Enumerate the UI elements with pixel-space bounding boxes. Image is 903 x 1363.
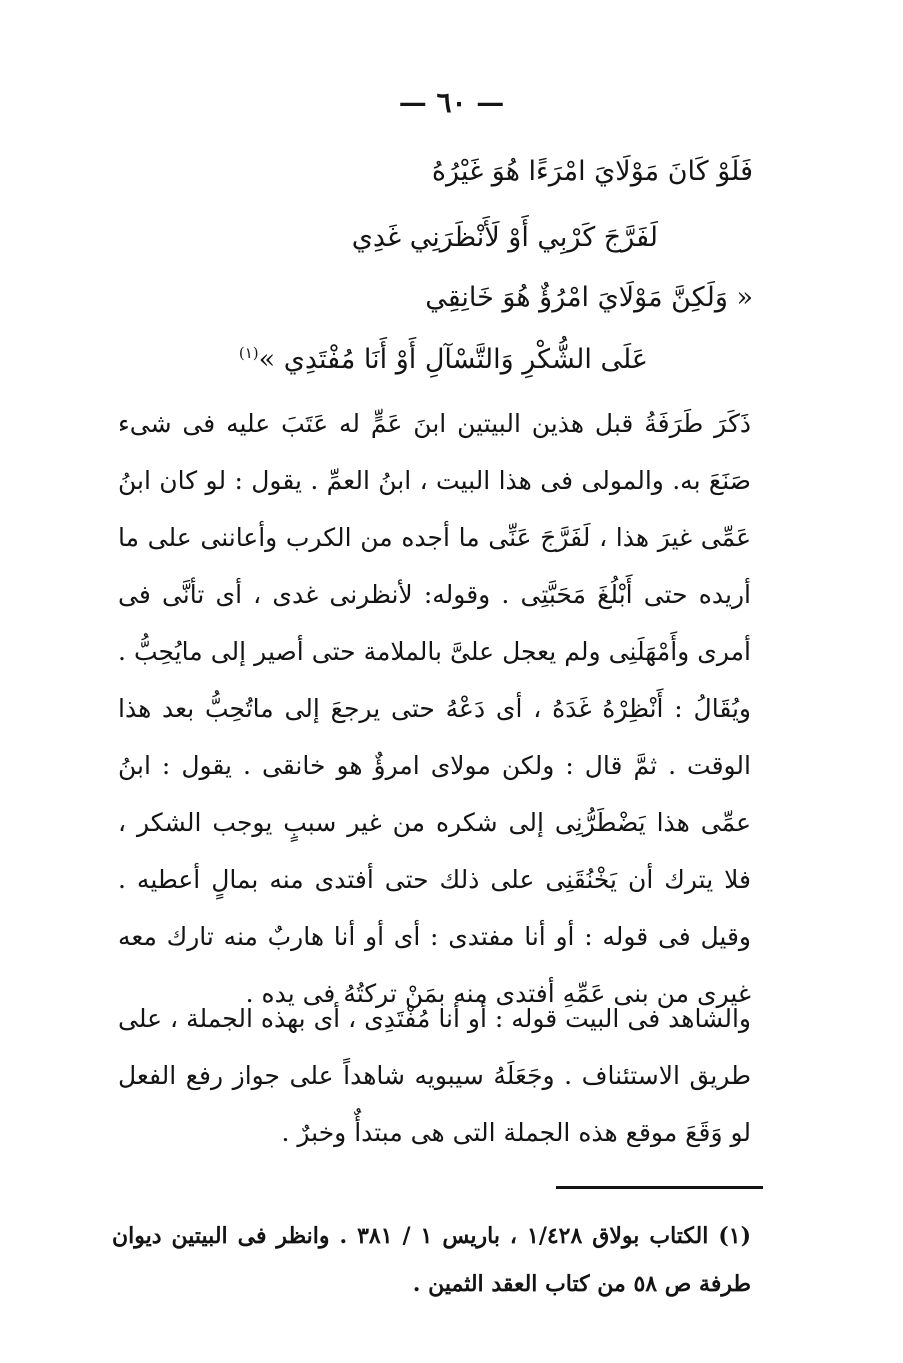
verse-line-4-text: عَلَى الشُّكْرِ وَالتَّسْآلِ أَوْ أَنَا مُفْتَدِي » — [258, 344, 648, 375]
footnote-divider — [556, 1186, 763, 1189]
page-number: — ٦٠ — — [398, 86, 505, 119]
footnote-marker: (١) — [238, 344, 259, 362]
verse-line-3: « وَلَكِنَّ مَوْلَايَ امْرُؤٌ هُوَ خَانِقِي — [425, 282, 753, 313]
verse-line-2: لَفَرَّجَ كَرْبِي أَوْ لَأَنْظَرَنِي غَدِي — [351, 222, 658, 253]
commentary-paragraph: ذَكَرَ طَرَفَةُ قبل هذين البيتين ابنَ عَمٍّ له عَتَبَ عليه فى شىء صَنَعَ به. والمولى فى هذا البيت ، ابنُ العمِّ . يقول : لو كان ابنُ عَمِّى غيرَ هذا ، لَفَرَّجَ عَنِّى ما أجده من الكرب وأعاننى على ما أريده حتى أَبْلُغَ مَحَبَّتِى . وقوله: لأنظرنى غدى ، أى تأنَّى فى أمرى وأَمْهَلَنِى ولم يعجل علىَّ بالملامة حتى أصير إلى مايُحِبُّ . ويُقَالُ : أَنْظِرْهُ غَدَهُ ، أى دَعْهُ حتى يرجعَ إلى ماتُحِبُّ بعد هذا الوقت . ثمَّ قال : ولكن مولاى امرؤٌ هو خانقى . يقول : ابنُ عمِّى هذا يَضْطَرُّنِى إلى شكره من غير سببٍ يوجب الشكر ، فلا يترك أن يَخْنُقَنِى على ذلك حتى أفتدى منه بمالٍ أعطيه . وقيل فى قوله : أو أنا مفتدى : أى أو أنا هاربٌ منه تارك معه غيرى من بنى عَمِّهِ أفتدى منه بمَنْ تركتُهُ فى يده . — [118, 409, 751, 1008]
verse-line-1: فَلَوْ كَانَ مَوْلَايَ امْرَءًا هُوَ غَيْرُهُ — [431, 156, 753, 187]
evidence-paragraph: والشاهد فى البيت قوله : أو أنا مُفْتَدِى ، أى بهذه الجملة ، على طريق الاستئناف . وجَعَلَهُ سيبويه شاهداً على جواز رفع الفعل لو وَقَعَ موقع هذه الجملة التى هى مبتدأٌ وخبرٌ . — [118, 1004, 751, 1147]
footnote-text: (١) الكتاب بولاق ١/٤٢٨ ، باريس ١ / ٣٨١ . وانظر فى البيتين ديوان طرفة ص ٥٨ من كتاب العقد الثمين . — [112, 1223, 752, 1297]
verse-line-4 — [239, 333, 648, 380]
